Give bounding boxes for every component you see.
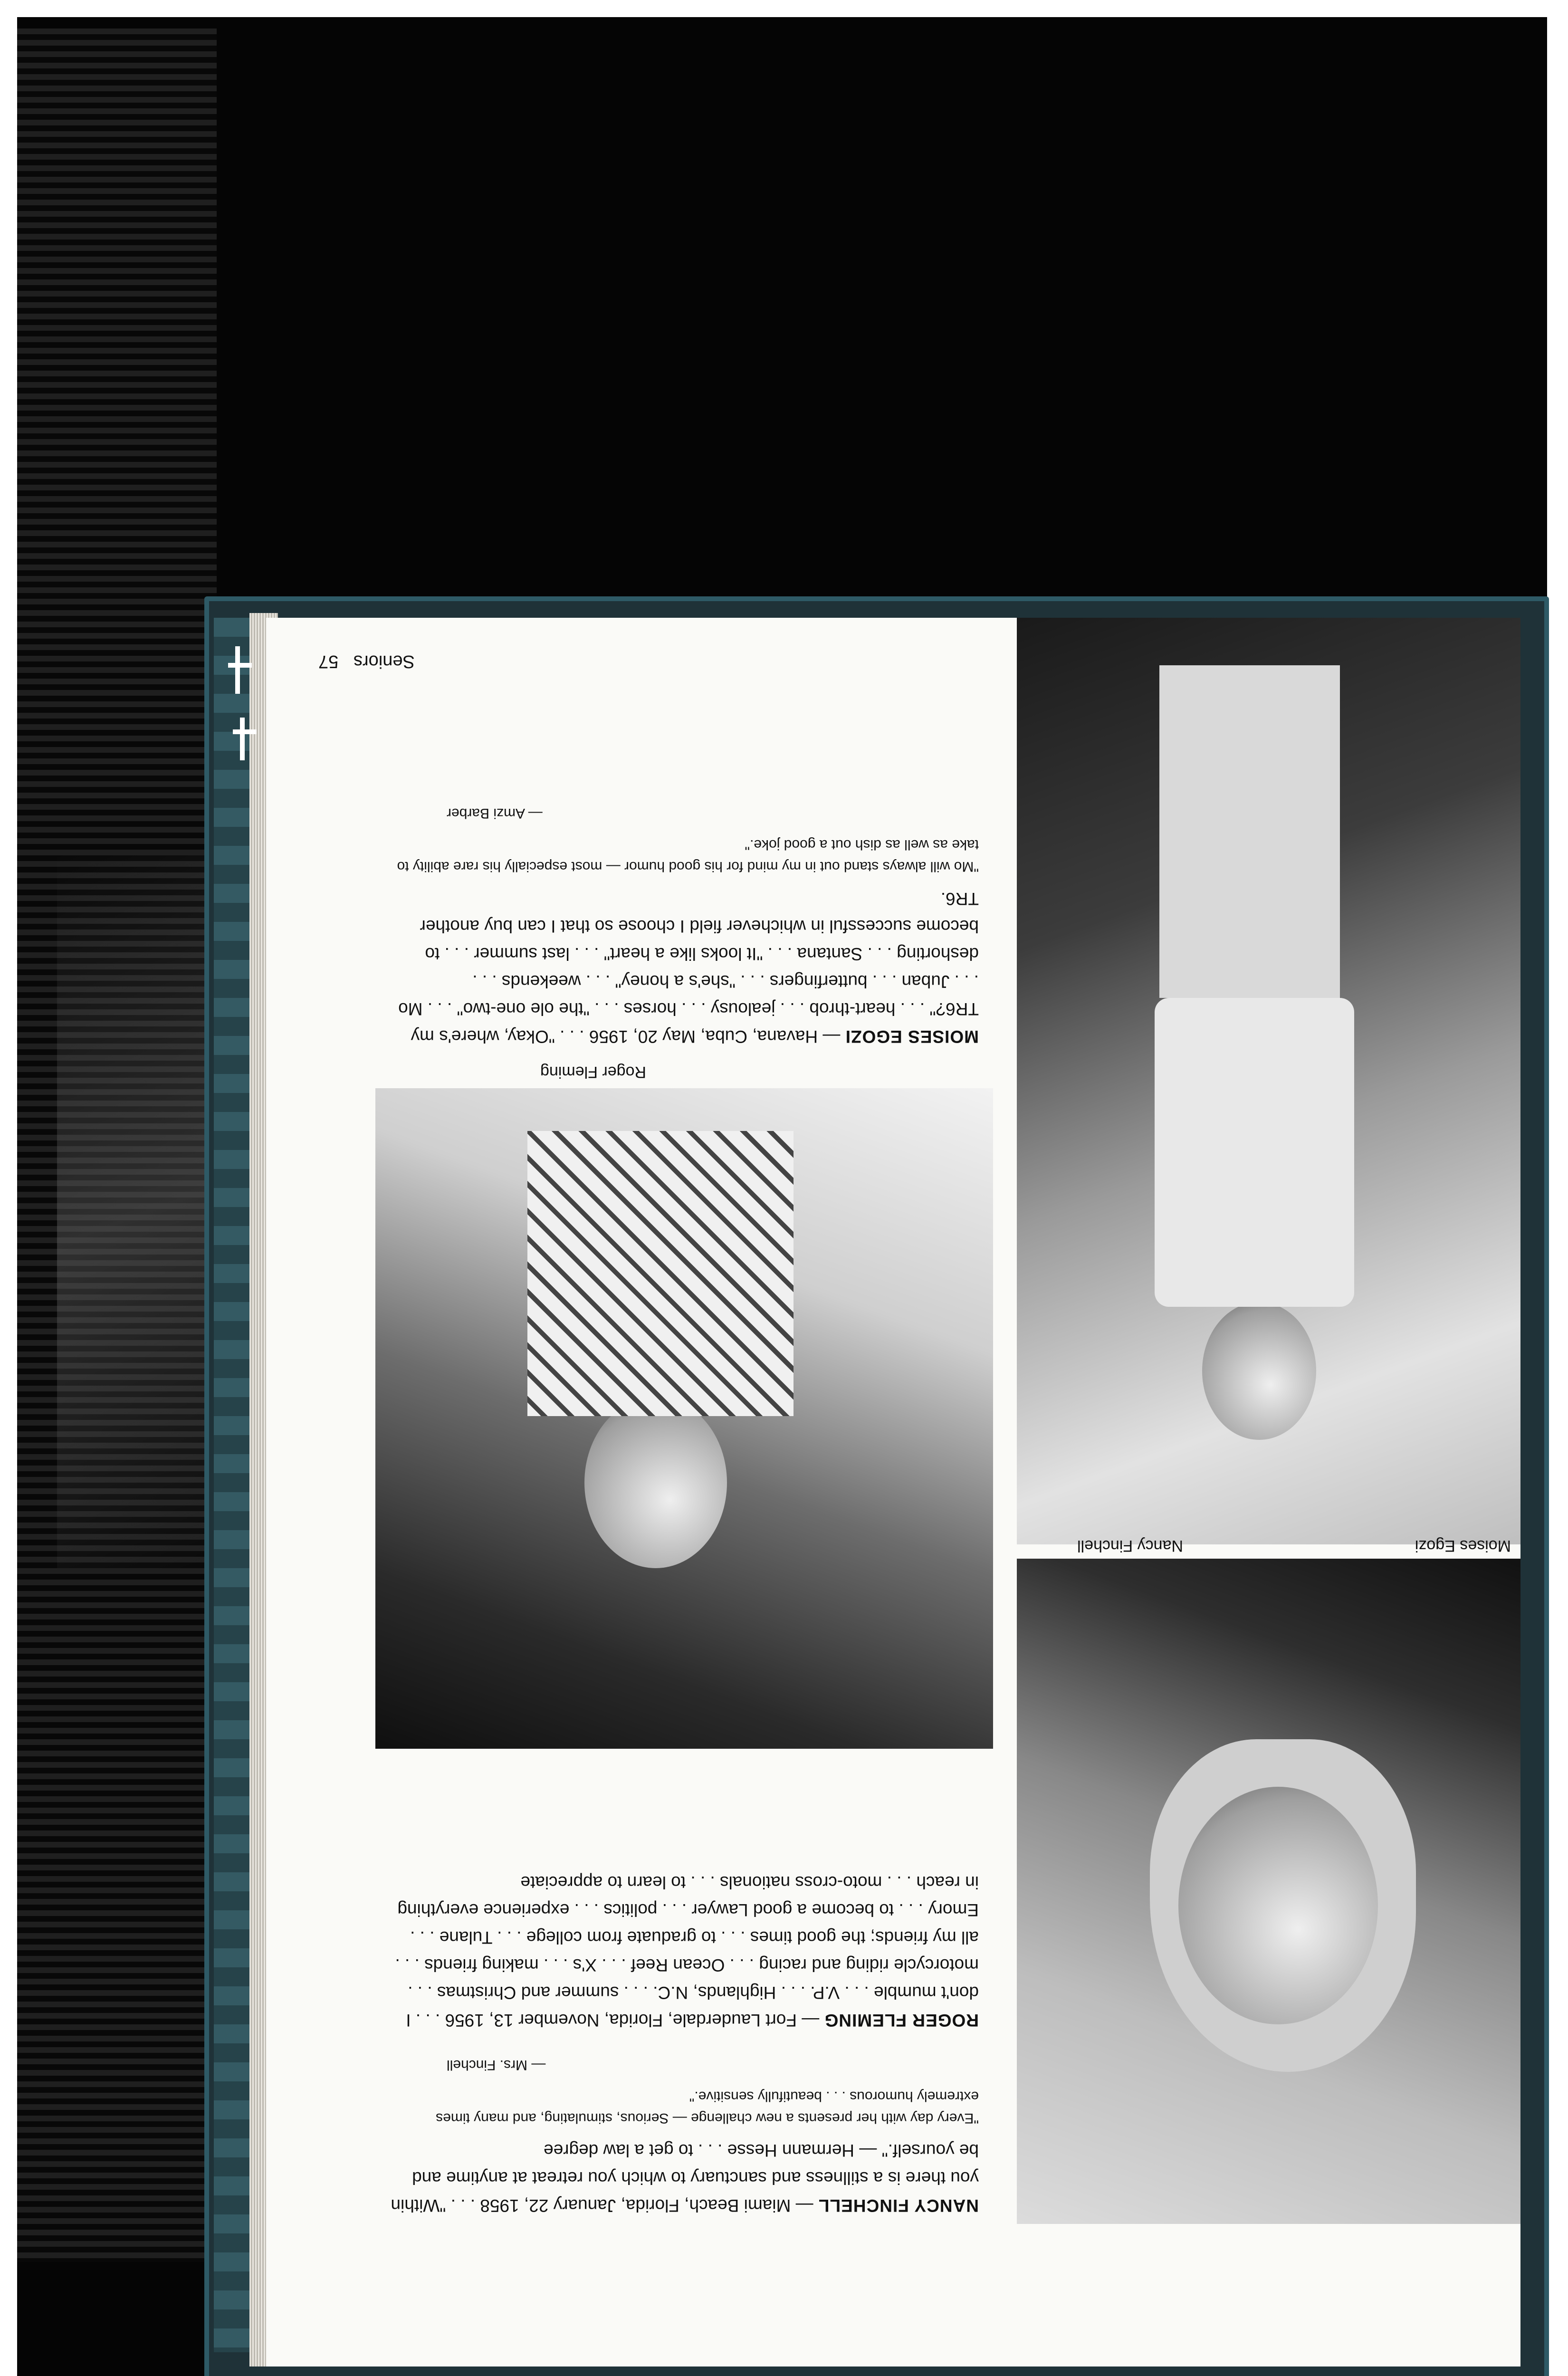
caption-nancy: Nancy Finchell	[1077, 1537, 1183, 1555]
photo-shirt	[1155, 998, 1354, 1307]
bio-roger-text	[390, 1868, 979, 2034]
photo-face	[1202, 1302, 1316, 1440]
bio-moises	[390, 799, 979, 1050]
photo-roger-fleming	[375, 1088, 993, 1749]
attribution-nancy: — Mrs. Finchell	[447, 2057, 546, 2073]
photo-pants	[1159, 665, 1340, 998]
photo-plaid-shirt	[527, 1131, 794, 1416]
quote-moises: "Mo will always stand out in my mind for his good humor — most especially his rare ability to take as well as dish out a good joke."	[397, 837, 979, 874]
bio-roger	[390, 1868, 979, 2034]
yearbook-page	[266, 618, 1520, 2366]
photo-face	[584, 1397, 727, 1568]
bio-roger-body: — Fort Lauderdale, Florida, November 13, 1956 . . . I don't mumble . . . V.P. . . . Highlands, N.C. . . . summer and Christmas . . . motorcycle riding and racing . . . Ocean Reef . . . X's . . . making friends . . . all my friends; the good times . . . to graduate from college . . . Tulane . . . Emory . . . to become a good Lawyer . . . politics . . . experience everything in reach . . . moto-cross nationals . . . to learn to appreciate	[395, 1873, 979, 2030]
bio-moises-text	[390, 885, 979, 1050]
attribution-moises: — Amzi Barber	[447, 805, 543, 821]
bio-moises-body: — Havana, Cuba, May 20, 1956 . . . "Okay, where's my TR6?" . . . heart-throb . . . jealousy . . . horses . . . "the ole one-two" . . . Mo . . . Juban . . . butterfingers . . . "she's a honey" . . . weekends . . . deshorting . . . Santana . . . "It looks like a heart" . . . last summer . . . to become successful in whichever field I choose so that I can buy another TR6.	[398, 889, 979, 1046]
caption-moises: Moises Egozi	[1415, 1537, 1511, 1555]
caption-roger: Roger Fleming	[540, 1063, 646, 1081]
bio-nancy-text	[390, 2136, 979, 2219]
folio-section: Seniors	[353, 651, 415, 671]
quote-nancy: "Every day with her presents a new challenge — Serious, stimulating, and many times extremely humorous . . . beautifully sensitive."	[436, 2089, 979, 2126]
photo-nancy-finchell	[1017, 1559, 1520, 2224]
bio-nancy-body: — Miami Beach, Florida, January 22, 1958 . . . "Within you there is a stillness and sanctuary to which you retreat at anytime and be yourself." — Hermann Hesse . . . to get a law degree	[391, 2141, 979, 2215]
photo-moises-egozi	[1017, 618, 1520, 1544]
handwritten-mark	[223, 637, 271, 779]
page-folio	[318, 651, 415, 671]
bio-nancy	[390, 2051, 979, 2219]
name-nancy: NANCY FINCHELL	[818, 2196, 979, 2215]
name-moises: MOISES EGOZI	[845, 1027, 979, 1046]
folio-page-number: 57	[318, 651, 339, 671]
photo-face	[1178, 1787, 1378, 2024]
name-roger: ROGER FLEMING	[824, 2011, 979, 2030]
